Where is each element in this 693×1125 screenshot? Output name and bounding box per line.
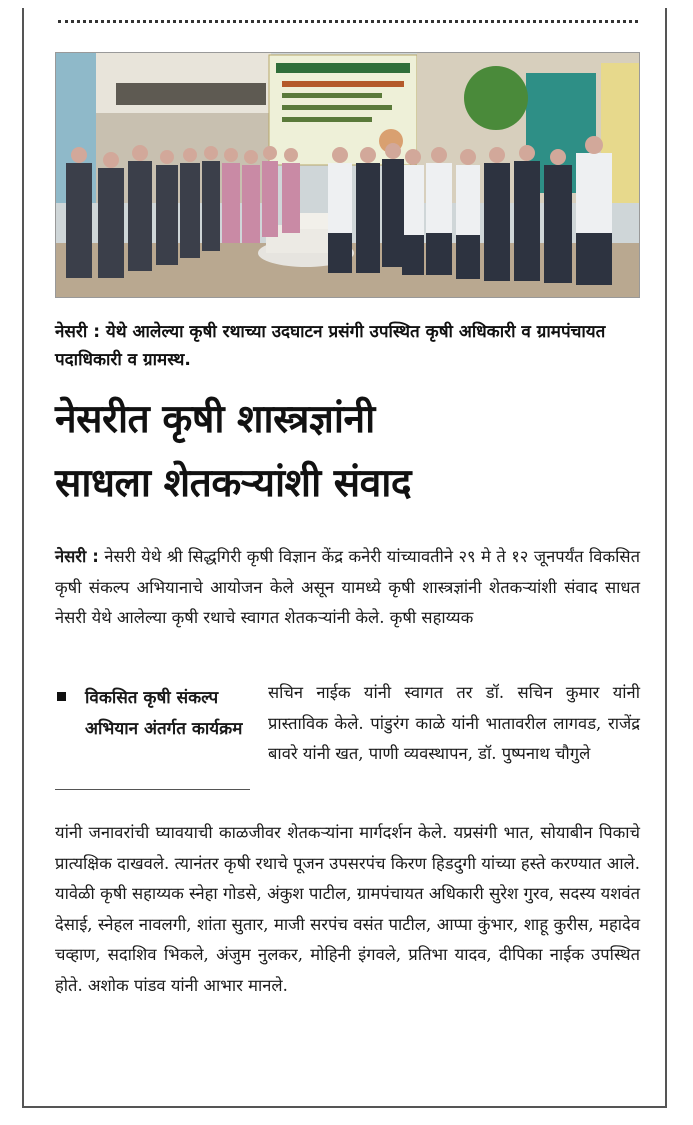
dotted-separator xyxy=(58,20,638,29)
bullet-icon xyxy=(57,692,66,701)
headline-line-1: नेसरीत कृषी शास्त्रज्ञांनी xyxy=(55,397,375,442)
photo-image-icon xyxy=(56,53,640,298)
dateline: नेसरी : xyxy=(55,547,99,566)
highlight-text: विकसित कृषी संकल्प अभियान अंतर्गत कार्यक्रम xyxy=(85,688,243,739)
photo-caption: नेसरी : येथे आलेल्या कृषी रथाच्या उदघाटन प्रसंगी उपस्थित कृषी अधिकारी व ग्रामपंचायत पदाधिकारी व ग्रामस्थ. xyxy=(55,322,606,370)
article-paragraph-1 xyxy=(55,542,640,634)
paragraph-1-text: नेसरी येथे श्री सिद्धगिरी कृषी विज्ञान केंद्र कनेरी यांच्यावतीने २९ मे ते १२ जूनपर्यंत विकसित कृषी संकल्प अभियानाचे आयोजन केले असून यामध्ये कृषी शास्त्रज्ञांनी शेतकऱ्यांशी संवाद साधत नेसरी येथे आलेल्या कृषी रथाचे स्वागत शेतकऱ्यांनी केले. कृषी सहाय्यक xyxy=(55,547,640,627)
news-photo xyxy=(55,52,640,298)
article-paragraph-2: सचिन नाईक यांनी स्वागत तर डॉ. सचिन कुमार यांनी प्रास्ताविक केले. पांडुरंग काळे यांनी भातावरील लागवड, राजेंद्र बावरे यांनी खत, पाणी व्यवस्थापन, डॉ. पुष्पनाथ चौगुले xyxy=(268,683,640,763)
highlight-box xyxy=(55,683,250,790)
article-paragraph-3: यांनी जनावरांची घ्यावयाची काळजीवर शेतकऱ्यांना मार्गदर्शन केले. यप्रसंगी भात, सोयाबीन पिकाचे प्रात्यक्षिक दाखवले. त्यानंतर कृषी रथाचे पूजन उपसरपंच किरण हिडदुगी यांच्या हस्ते करण्यात आले. यावेळी कृषी सहाय्यक स्नेहा गोडसे, अंकुश पाटील, ग्रामपंचायत अधिकारी सुरेश गुरव, सदस्य यशवंत देसाई, स्नेहल नावलगी, शांता सुतार, माजी सरपंच वसंत पाटील, आप्पा कुंभार, शाहू कुरीस, महादेव चव्हाण, सदाशिव भिकले, अंजुम नुलकर, मोहिनी इंगवले, प्रतिभा यादव, दीपिका नाईक उपस्थित होते. अशोक पांडव यांनी आभार मानले. xyxy=(55,823,640,995)
headline-line-2: साधला शेतकऱ्यांशी संवाद xyxy=(55,461,412,506)
headline xyxy=(55,388,640,516)
